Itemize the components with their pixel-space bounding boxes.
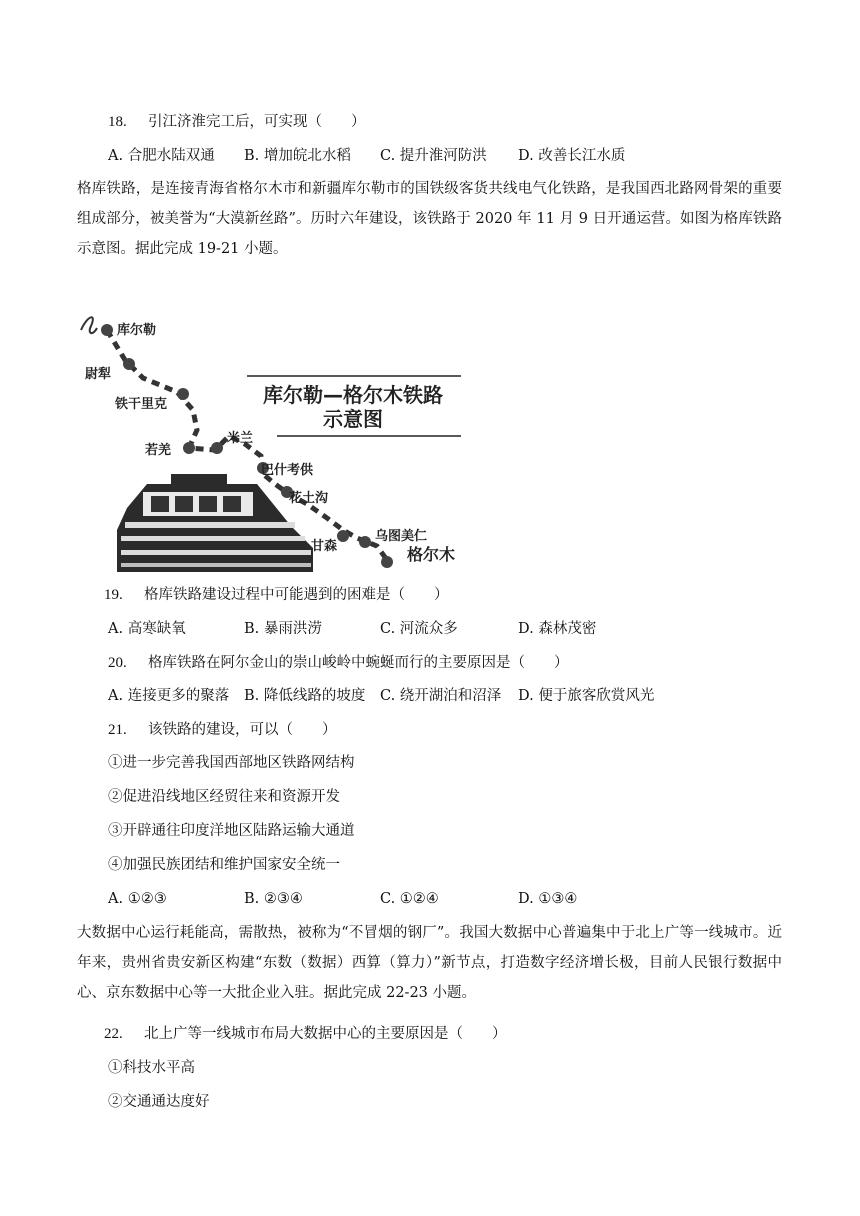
station-dot [177,388,189,400]
statement-4: ④加强民族团结和维护国家安全统一 [108,857,340,873]
question-number: 19. [104,587,123,603]
station-label: 格尔木 [407,545,456,564]
question-20-stem [108,653,569,673]
question-text: 该铁路的建设，可以（ ） [148,722,337,738]
statement-2: ②交通通达度好 [108,1094,210,1110]
option-d: D. ①③④ [518,891,578,907]
question-18-stem [108,112,366,132]
station-label: 库尔勒 [117,323,157,338]
question-number: 22. [104,1026,123,1042]
question-22-stem [104,1024,507,1044]
curl-mark [81,317,97,333]
option-d: D. 森林茂密 [518,621,597,637]
station-label: 甘森 [311,539,338,554]
question-number: 20. [108,655,127,671]
station-dot [123,358,135,370]
station-dot [183,442,195,454]
station-label: 巴什考供 [261,463,314,478]
map-title: 库尔勒—格尔木铁路 [263,383,443,407]
question-text: 引江济淮完工后，可实现（ ） [148,114,366,130]
question-text: 格库铁路建设过程中可能遇到的困难是（ ） [144,587,449,603]
question-number: 18. [108,114,127,130]
option-c: C. ①②④ [380,891,439,907]
question-number: 21. [108,722,127,738]
option-b: B. 降低线路的坡度 [244,688,366,704]
question-19-stem [104,585,449,605]
passage-data-center: 大数据中心运行耗能高，需散热，被称为“不冒烟的钢厂”。我国大数据中心普遍集中于北上广等一线城市。近年来，贵州省贵安新区构建“东数（数据）西算（算力）”新节点，打造数字经济增长极，目前人民银行数据中心、京东数据中心等一大批企业入驻。据此完成 22-23 小题。 [77,925,782,1001]
passage-railway: 格库铁路，是连接青海省格尔木市和新疆库尔勒市的国铁级客货共线电气化铁路，是我国西北路网骨架的重要组成部分，被美誉为“大漠新丝路”。历时六年建设，该铁路于 2020 年 11 月 9 日开通运营。如图为格库铁路示意图。据此完成 19-21 小题。 [77,181,782,257]
option-a: A. 合肥水陆双通 [108,148,215,164]
question-21-stem [108,720,337,740]
option-c: C. 河流众多 [380,621,458,637]
station-dot [359,536,371,548]
option-b: B. ②③④ [244,891,303,907]
question-text: 格库铁路在阿尔金山的崇山峻岭中蜿蜒而行的主要原因是（ ） [148,655,569,671]
station-label: 铁干里克 [115,397,168,412]
station-dot [101,324,113,336]
statement-2: ②促进沿线地区经贸往来和资源开发 [108,789,340,805]
question-text: 北上广等一线城市布局大数据中心的主要原因是（ ） [144,1026,507,1042]
station-dot [211,442,223,454]
station-dot [337,530,349,542]
option-b: B. 增加皖北水稻 [244,148,351,164]
option-d: D. 便于旅客欣赏风光 [518,688,655,704]
statement-3: ③开辟通往印度洋地区陆路运输大通道 [108,823,355,839]
option-a: A. 高寒缺氧 [108,621,186,637]
station-dot [381,556,393,568]
option-a: A. ①②③ [108,891,167,907]
option-a: A. 连接更多的聚落 [108,688,230,704]
map-subtitle: 示意图 [323,407,383,431]
statement-1: ①进一步完善我国西部地区铁路网结构 [108,755,355,771]
option-d: D. 改善长江水质 [518,148,626,164]
option-b: B. 暴雨洪涝 [244,621,322,637]
option-c: C. 绕开湖泊和沼泽 [380,688,502,704]
station-label: 若羌 [145,443,172,458]
railway-map-figure [77,308,467,572]
station-label: 尉犁 [85,367,112,382]
station-label: 米兰 [227,431,254,446]
station-label: 花土沟 [289,491,329,506]
option-c: C. 提升淮河防洪 [380,148,487,164]
statement-1: ①科技水平高 [108,1060,195,1076]
station-label: 乌图美仁 [375,529,428,544]
